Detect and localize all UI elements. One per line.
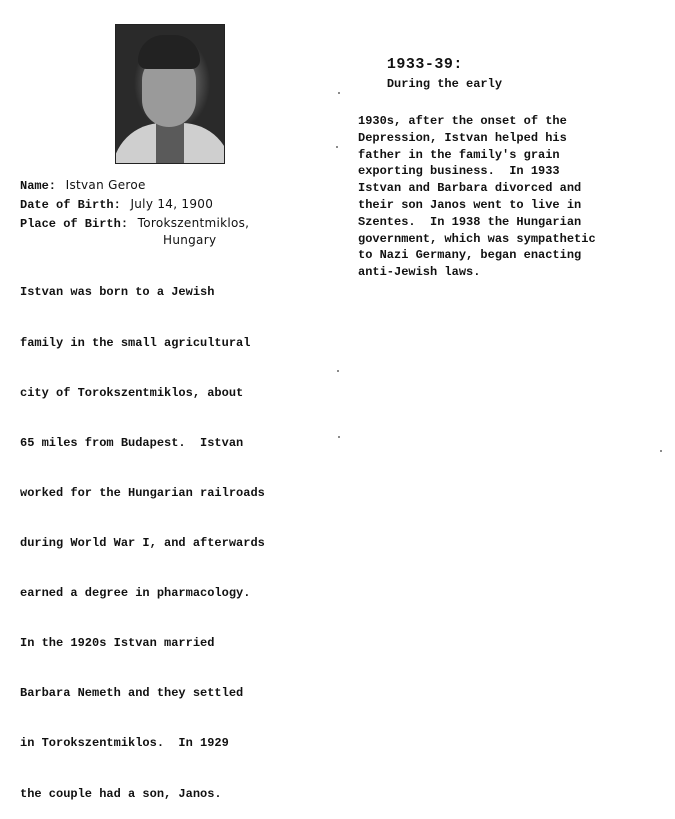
- period-line: Depression, Istvan helped his: [358, 130, 567, 145]
- scan-speck: [660, 450, 662, 452]
- portrait-hair: [138, 35, 200, 69]
- name-field: [20, 176, 146, 194]
- bio-line: during World War I, and afterwards: [20, 535, 265, 550]
- place-of-birth-country: Hungary: [163, 233, 217, 247]
- bio-line: city of Torokszentmiklos, about: [20, 385, 244, 400]
- bio-line: the couple had a son, Janos.: [20, 786, 222, 801]
- period-line: Istvan and Barbara divorced and: [358, 181, 582, 196]
- period-line: father in the family's grain: [358, 147, 560, 162]
- period-line: 1930s, after the onset of the: [358, 114, 567, 128]
- period-line: to Nazi Germany, began enacting: [358, 248, 582, 263]
- bio-line: worked for the Hungarian railroads: [20, 485, 265, 500]
- place-of-birth-value: Torokszentmiklos,: [137, 216, 250, 230]
- period-years: 1933-39:: [386, 56, 463, 73]
- portrait-collar: [156, 123, 184, 164]
- place-of-birth-label: Place of Birth:: [20, 217, 129, 231]
- biography-paragraph: [20, 251, 265, 819]
- period-first-line: During the early: [386, 77, 503, 91]
- date-of-birth-value: July 14, 1900: [130, 197, 214, 211]
- date-of-birth-field: [20, 195, 213, 213]
- period-line: Szentes. In 1938 the Hungarian: [358, 214, 582, 229]
- bio-line: In the 1920s Istvan married: [20, 636, 215, 651]
- period-line: exporting business. In 1933: [358, 164, 560, 179]
- scan-speck: [338, 436, 340, 438]
- period-line: anti-Jewish laws.: [358, 265, 481, 280]
- portrait-photo: [115, 24, 225, 164]
- place-of-birth-field: [20, 214, 249, 232]
- scan-speck: [338, 92, 340, 94]
- bio-line: earned a degree in pharmacology.: [20, 586, 251, 601]
- period-line: government, which was sympathetic: [358, 231, 596, 246]
- scan-speck: [337, 370, 339, 372]
- period-line: their son Janos went to live in: [358, 197, 582, 212]
- bio-line: 65 miles from Budapest. Istvan: [20, 435, 244, 450]
- period-paragraph: [358, 36, 596, 281]
- bio-line: family in the small agricultural: [20, 335, 251, 350]
- bio-line: Istvan was born to a Jewish: [20, 285, 215, 300]
- name-label: Name:: [20, 179, 57, 193]
- name-value: Istvan Geroe: [65, 178, 146, 192]
- date-of-birth-label: Date of Birth:: [20, 198, 121, 212]
- bio-line: Barbara Nemeth and they settled: [20, 686, 244, 701]
- bio-line: in Torokszentmiklos. In 1929: [20, 736, 229, 751]
- scan-speck: [336, 146, 338, 148]
